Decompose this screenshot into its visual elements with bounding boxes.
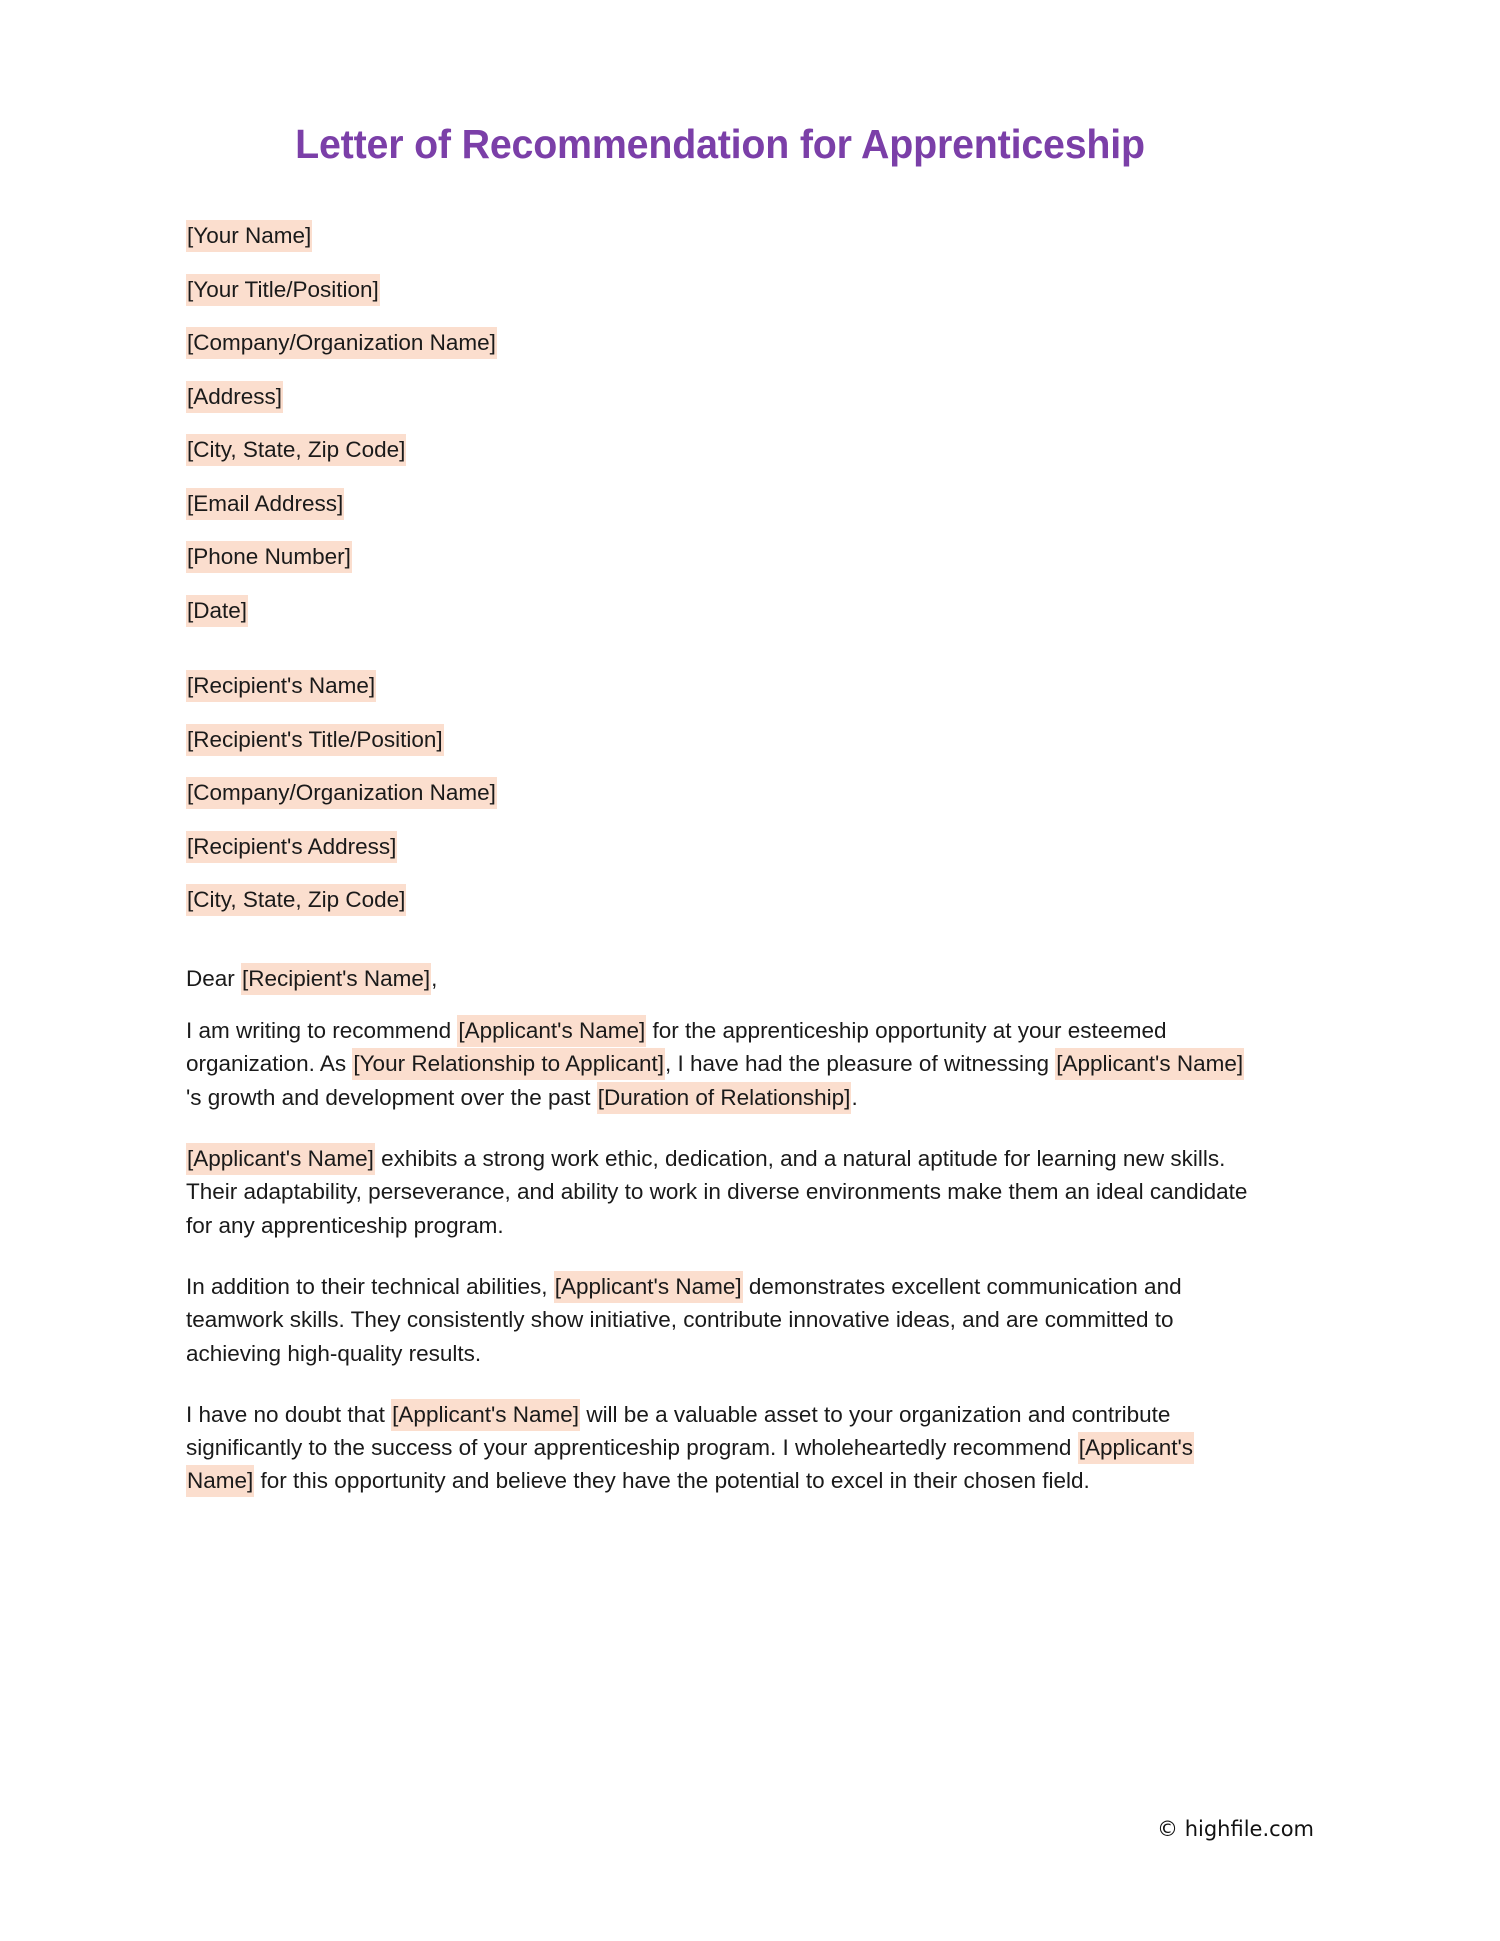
document-content xyxy=(186,0,1254,1498)
body-paragraph-1 xyxy=(186,1014,1254,1114)
recipient-line-city-state-zip xyxy=(186,889,1254,912)
placeholder-applicant-name-2[interactable]: [Applicant's Name] xyxy=(1055,1048,1244,1080)
body-paragraph-2 xyxy=(186,1142,1254,1242)
sender-line-your-name xyxy=(186,225,1254,248)
recipient-line-name xyxy=(186,675,1254,698)
para4-text-3: for this opportunity and believe they have the potential to excel in their chosen field. xyxy=(254,1468,1090,1494)
placeholder-recipients-name[interactable]: [Recipient's Name] xyxy=(186,670,376,702)
placeholder-applicant-name-6[interactable]: [Applicant's Name] xyxy=(186,1432,1194,1497)
footer-copyright: © highfile.com xyxy=(1157,1817,1314,1841)
sender-line-your-title xyxy=(186,276,1254,302)
sender-line-city-state-zip xyxy=(186,439,1254,462)
para1-text-1: I am writing to recommend xyxy=(186,1018,458,1044)
para1-text-2: for the apprenticeship opportunity at your esteemed organization. As xyxy=(186,1018,1167,1077)
sender-line-address xyxy=(186,383,1254,409)
placeholder-applicant-name-3[interactable]: [Applicant's Name] xyxy=(186,1143,375,1175)
sender-line-email xyxy=(186,490,1254,516)
recipient-line-company xyxy=(186,782,1254,805)
placeholder-salutation-recipients-name[interactable]: [Recipient's Name] xyxy=(241,963,431,995)
salutation-line xyxy=(186,912,1254,991)
para2-text-1: exhibits a strong work ethic, dedication, and a natural aptitude for learning new skills. Their adaptability, perseverance, and ability to work in diverse environments make them an ideal candidate for any apprenticeship program. xyxy=(186,1146,1248,1238)
recipient-line-title xyxy=(186,726,1254,752)
para1-text-4: 's growth and development over the past xyxy=(186,1084,597,1110)
salutation-prefix: Dear xyxy=(186,965,242,991)
recipient-line-address xyxy=(186,833,1254,859)
placeholder-applicant-name-4[interactable]: [Applicant's Name] xyxy=(554,1271,743,1303)
sender-line-company xyxy=(186,332,1254,355)
para4-text-2: will be a valuable asset to your organization and contribute significantly to the success of your apprenticeship program. I wholeheartedly recommend xyxy=(186,1401,1171,1461)
placeholder-date[interactable]: [Date] xyxy=(186,595,248,627)
body-paragraph-4 xyxy=(186,1398,1254,1498)
placeholder-applicant-name-5[interactable]: [Applicant's Name] xyxy=(391,1399,580,1431)
placeholder-company-organization-name[interactable]: [Company/Organization Name] xyxy=(186,327,497,359)
body-paragraph-3 xyxy=(186,1270,1254,1370)
para4-text-1: I have no doubt that xyxy=(186,1401,392,1427)
placeholder-phone-number[interactable]: [Phone Number] xyxy=(186,541,352,573)
placeholder-recipient-city-state-zip[interactable]: [City, State, Zip Code] xyxy=(186,884,406,916)
placeholder-your-title-position[interactable]: [Your Title/Position] xyxy=(186,274,380,306)
sender-line-phone xyxy=(186,546,1254,569)
sender-address-block xyxy=(186,225,1254,622)
placeholder-address[interactable]: [Address] xyxy=(186,381,283,413)
salutation-suffix: , xyxy=(431,965,438,991)
para1-text-5: . xyxy=(851,1084,858,1110)
placeholder-city-state-zip[interactable]: [City, State, Zip Code] xyxy=(186,434,406,466)
placeholder-email-address[interactable]: [Email Address] xyxy=(186,488,344,520)
recipient-address-block xyxy=(186,675,1254,912)
para1-text-3: , I have had the pleasure of witnessing xyxy=(665,1051,1056,1077)
placeholder-recipients-address[interactable]: [Recipient's Address] xyxy=(186,831,397,863)
placeholder-recipient-company-organization-name[interactable]: [Company/Organization Name] xyxy=(186,777,497,809)
placeholder-recipients-title-position[interactable]: [Recipient's Title/Position] xyxy=(186,724,444,756)
placeholder-duration-of-relationship[interactable]: [Duration of Relationship] xyxy=(597,1082,852,1114)
para3-text-1: In addition to their technical abilities, xyxy=(186,1273,554,1299)
placeholder-your-relationship-to-applicant[interactable]: [Your Relationship to Applicant] xyxy=(352,1048,665,1080)
placeholder-your-name[interactable]: [Your Name] xyxy=(186,220,312,252)
page-title: Letter of Recommendation for Apprenticeship xyxy=(295,121,1145,167)
placeholder-applicant-name-1[interactable]: [Applicant's Name] xyxy=(457,1015,646,1047)
sender-line-date xyxy=(186,597,1254,623)
para3-text-2: demonstrates excellent communication and teamwork skills. They consistently show initiative, contribute innovative ideas, and are committed to achieving high-quality results. xyxy=(186,1273,1182,1366)
